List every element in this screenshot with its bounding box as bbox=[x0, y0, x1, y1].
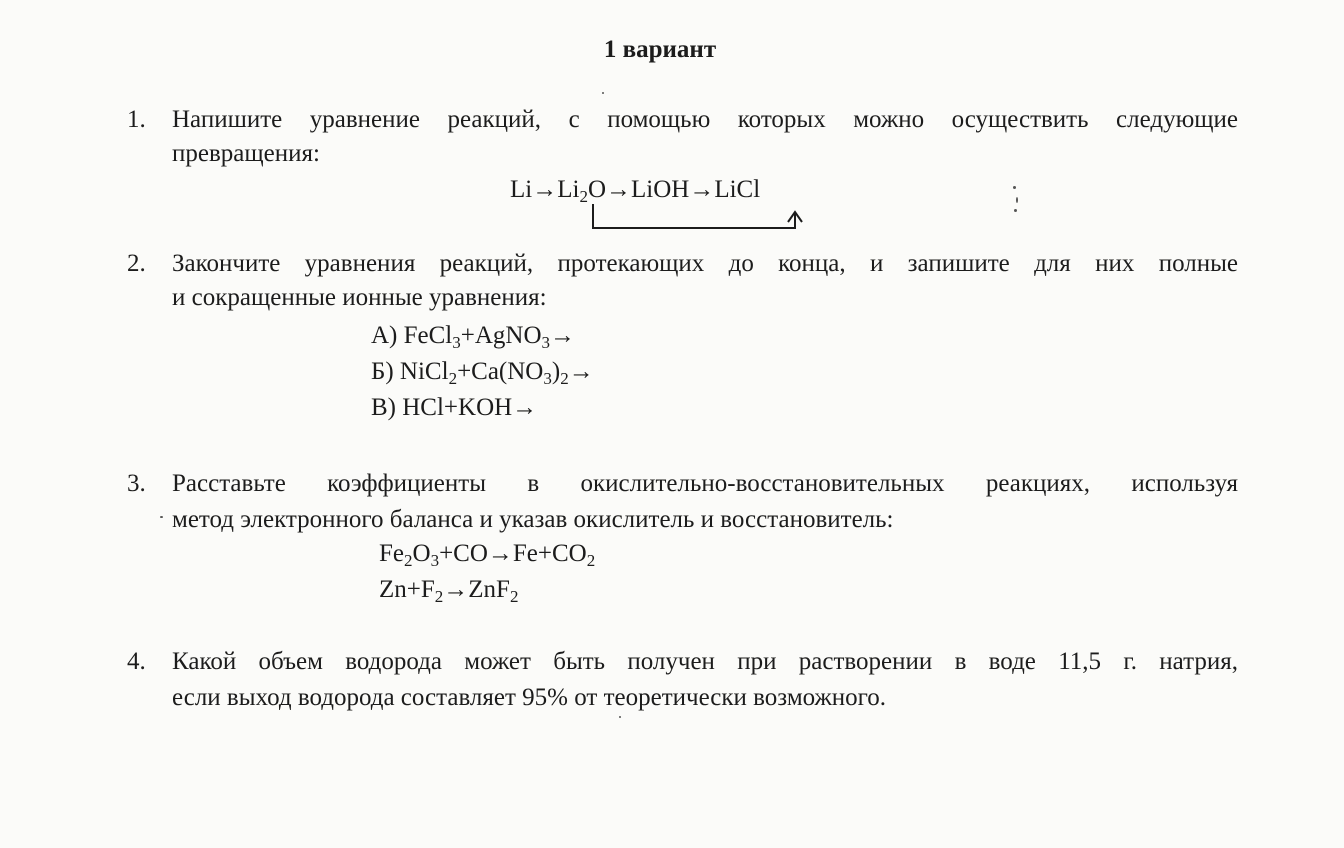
page-title: 1 вариант bbox=[603, 36, 717, 63]
equation-b: Б) $NiCl_2+Ca(NO_3)_2\to$ bbox=[371, 358, 594, 388]
scan-speck bbox=[160, 516, 163, 518]
task-number: 2. bbox=[127, 250, 146, 277]
task-number: 4. bbox=[127, 648, 146, 675]
scan-speck bbox=[1013, 186, 1016, 189]
task-text-line: Расставьте коэффициенты в окислительно-восстановительных реакциях, используя bbox=[172, 470, 1238, 497]
scan-speck bbox=[619, 716, 621, 718]
equation-c: В) HCl+KOH→ bbox=[371, 394, 538, 421]
task-text-line: Закончите уравнения реакций, протекающих до конца, и запишите для них полные bbox=[172, 250, 1238, 277]
arrow: → bbox=[606, 176, 631, 203]
formula-li2o: Li bbox=[557, 176, 580, 203]
transformation-chain: $Li\to Li_2O\to LiOH\to LiCl$ bbox=[510, 176, 761, 206]
task-text-line: если выход водорода составляет 95% от теоретически возможного. bbox=[172, 684, 887, 711]
task-text-line: метод электронного баланса и указав окислитель и восстановитель: bbox=[172, 506, 894, 533]
scan-speck bbox=[602, 92, 604, 94]
task-number: 1. bbox=[127, 106, 146, 133]
task-number: 3. bbox=[127, 470, 146, 497]
scan-speck bbox=[1014, 209, 1017, 212]
formula-lioh: LiOH bbox=[631, 176, 690, 203]
formula-li: Li bbox=[510, 176, 533, 203]
task-text-line: превращения: bbox=[172, 140, 320, 167]
arrow: → bbox=[689, 176, 715, 203]
task-text-line: Какой объем водорода может быть получен при растворении в воде 11,5 г. натрия, bbox=[172, 648, 1238, 675]
redox-equation-2: $Zn+F_2\to ZnF_2$ bbox=[379, 576, 519, 606]
scan-speck bbox=[1016, 197, 1018, 203]
redox-equation-1: $Fe_2O_3+CO\to Fe+CO_2$ bbox=[379, 540, 596, 570]
task-text-line: Напишите уравнение реакций, с помощью которых можно осуществить следующие bbox=[172, 106, 1238, 133]
equation-a: А) FeCl$_3$+AgNO$_3$→ bbox=[371, 322, 576, 352]
formula-licl: LiCl bbox=[714, 176, 761, 203]
task-text-line: и сокращенные ионные уравнения: bbox=[172, 284, 547, 311]
arrow: → bbox=[532, 176, 558, 203]
bypass-arrow-icon bbox=[585, 198, 815, 234]
